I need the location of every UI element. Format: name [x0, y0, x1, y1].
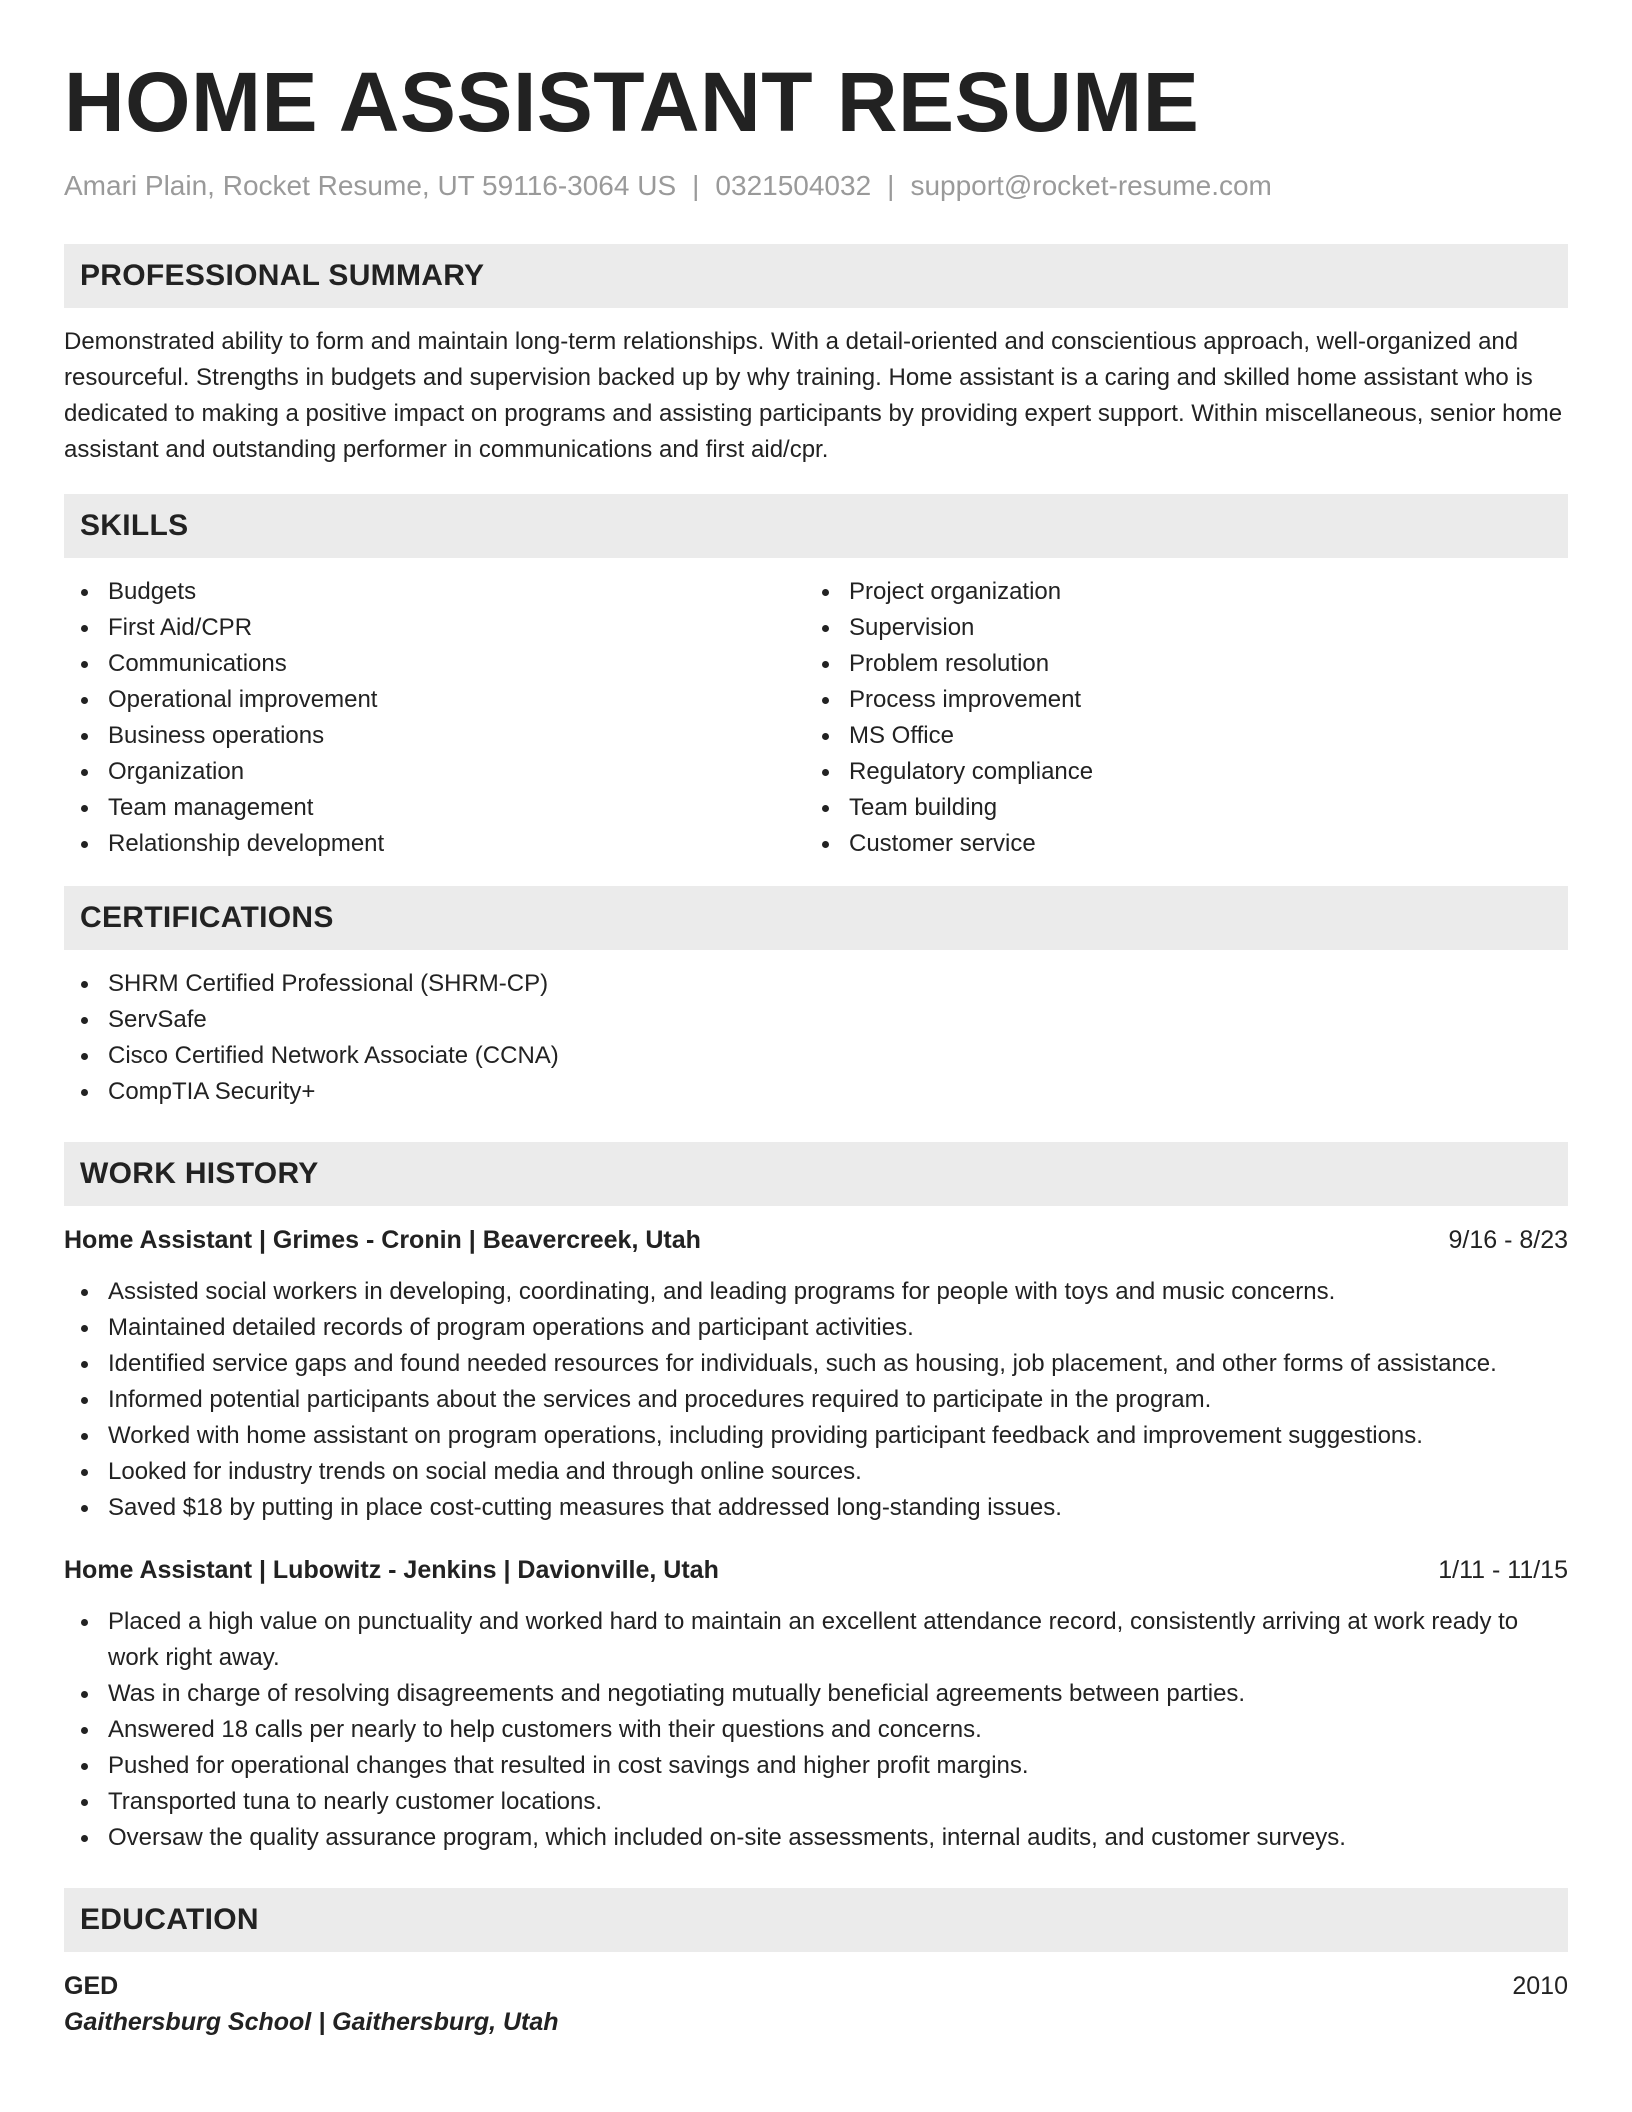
job-bullets	[64, 1604, 1568, 1856]
job-bullet: Placed a high value on punctuality and worked hard to maintain an excellent attendance record, consistently arriving at work ready to work right away.	[64, 1604, 1568, 1676]
skill-item: First Aid/CPR	[64, 610, 805, 646]
skills-list-right	[805, 574, 1546, 862]
job-header	[64, 1552, 1568, 1588]
contact-phone: 0321504032	[715, 170, 872, 201]
job-bullet: Informed potential participants about the services and procedures required to participate in the program.	[64, 1382, 1568, 1418]
job-bullet: Was in charge of resolving disagreements and negotiating mutually beneficial agreements between parties.	[64, 1676, 1568, 1712]
section-header-skills: SKILLS	[64, 494, 1568, 558]
job-bullet: Worked with home assistant on program operations, including providing participant feedback and improvement suggestions.	[64, 1418, 1568, 1454]
section-header-education: EDUCATION	[64, 1888, 1568, 1952]
job-bullet: Maintained detailed records of program operations and participant activities.	[64, 1310, 1568, 1346]
job-bullet: Oversaw the quality assurance program, which included on-site assessments, internal audits, and customer surveys.	[64, 1820, 1568, 1856]
skills-list-left	[64, 574, 805, 862]
skill-item: Operational improvement	[64, 682, 805, 718]
job-bullets	[64, 1274, 1568, 1526]
contact-separator: |	[692, 170, 700, 201]
certifications-list	[64, 966, 1568, 1110]
certification-item: Cisco Certified Network Associate (CCNA)	[64, 1038, 1568, 1074]
education-year: 2010	[1512, 1972, 1568, 2000]
job-title: Home Assistant | Lubowitz - Jenkins | Davionville, Utah	[64, 1556, 719, 1584]
skill-item: Regulatory compliance	[805, 754, 1546, 790]
certification-item: SHRM Certified Professional (SHRM-CP)	[64, 966, 1568, 1002]
job-bullet: Pushed for operational changes that resulted in cost savings and higher profit margins.	[64, 1748, 1568, 1784]
certification-item: ServSafe	[64, 1002, 1568, 1038]
section-header-work-history: WORK HISTORY	[64, 1142, 1568, 1206]
job-header	[64, 1222, 1568, 1258]
job-entry	[64, 1552, 1568, 1856]
skill-item: Customer service	[805, 826, 1546, 862]
section-header-certifications: CERTIFICATIONS	[64, 886, 1568, 950]
skill-item: Problem resolution	[805, 646, 1546, 682]
job-title: Home Assistant | Grimes - Cronin | Beavercreek, Utah	[64, 1226, 701, 1254]
skill-item: Relationship development	[64, 826, 805, 862]
job-bullet: Transported tuna to nearly customer locations.	[64, 1784, 1568, 1820]
skill-item: Project organization	[805, 574, 1546, 610]
contact-address: Amari Plain, Rocket Resume, UT 59116-3064 US	[64, 170, 677, 201]
skill-item: Process improvement	[805, 682, 1546, 718]
skills-column-right	[805, 574, 1546, 862]
job-bullet: Saved $18 by putting in place cost-cutting measures that addressed long-standing issues.	[64, 1490, 1568, 1526]
job-bullet: Answered 18 calls per nearly to help customers with their questions and concerns.	[64, 1712, 1568, 1748]
education-header	[64, 1968, 1568, 2004]
summary-text: Demonstrated ability to form and maintain long-term relationships. With a detail-oriented and conscientious approach, well-organized and resourceful. Strengths in budgets and supervision backed up by why training. Home assistant is a caring and skilled home assistant who is dedicated to making a positive impact on programs and assisting participants by providing expert support. Within miscellaneous, senior home assistant and outstanding performer in communications and first aid/cpr.	[64, 328, 1563, 463]
job-dates: 9/16 - 8/23	[1448, 1226, 1568, 1254]
skill-item: Organization	[64, 754, 805, 790]
job-dates: 1/11 - 11/15	[1438, 1556, 1568, 1584]
job-entry	[64, 1222, 1568, 1526]
contact-separator: |	[887, 170, 895, 201]
contact-line	[64, 168, 1568, 204]
skill-item: MS Office	[805, 718, 1546, 754]
skill-item: Team building	[805, 790, 1546, 826]
skill-item: Business operations	[64, 718, 805, 754]
resume-title: HOME ASSISTANT RESUME	[64, 55, 1200, 149]
job-bullet: Identified service gaps and found needed resources for individuals, such as housing, job placement, and other forms of assistance.	[64, 1346, 1568, 1382]
skill-item: Team management	[64, 790, 805, 826]
skills-grid	[64, 574, 1568, 862]
skill-item: Communications	[64, 646, 805, 682]
contact-email: support@rocket-resume.com	[910, 170, 1272, 201]
skill-item: Supervision	[805, 610, 1546, 646]
skills-column-left	[64, 574, 805, 862]
job-bullet: Assisted social workers in developing, coordinating, and leading programs for people with toys and music concerns.	[64, 1274, 1568, 1310]
education-school: Gaithersburg School | Gaithersburg, Utah	[64, 2008, 559, 2036]
skill-item: Budgets	[64, 574, 805, 610]
education-degree: GED	[64, 1972, 119, 2000]
section-header-summary: PROFESSIONAL SUMMARY	[64, 244, 1568, 308]
job-bullet: Looked for industry trends on social media and through online sources.	[64, 1454, 1568, 1490]
certification-item: CompTIA Security+	[64, 1074, 1568, 1110]
